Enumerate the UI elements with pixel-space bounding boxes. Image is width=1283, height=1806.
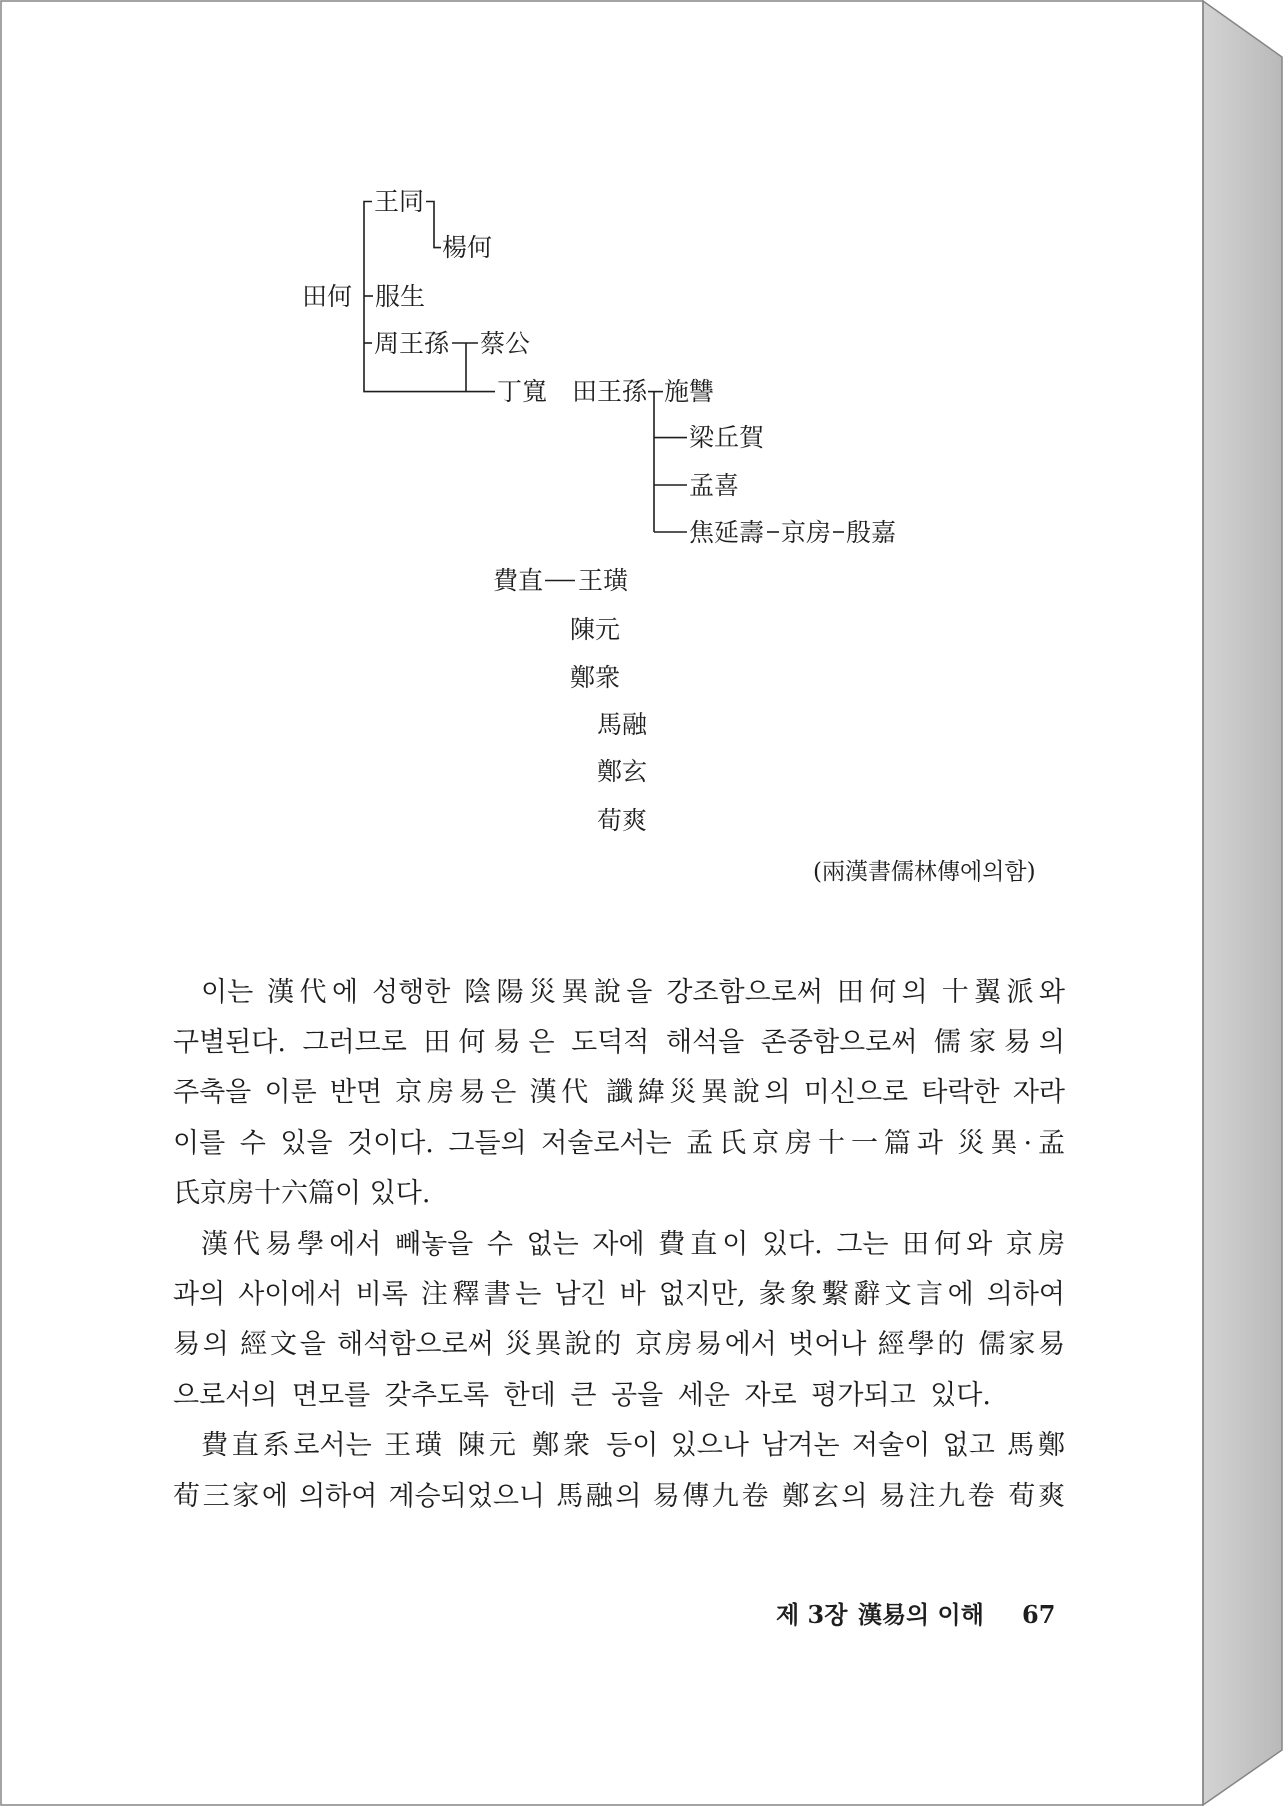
body-line: 과의 사이에서 비록 注釋書는 남긴 바 없지만, 彖象繫辭文言에 의하여	[173, 1278, 1065, 1310]
body-line: 漢代易學에서 빼놓을 수 없는 자에 費直이 있다. 그는 田何와 京房	[201, 1228, 1065, 1260]
body-line: 荀三家에 의하여 계승되었으니 馬融의 易傳九卷 鄭玄의 易注九卷 荀爽	[173, 1480, 1065, 1512]
page-border	[1, 1, 1203, 1805]
node-yin-jia: 殷嘉	[846, 517, 897, 547]
node-tian-he: 田何	[302, 281, 353, 311]
node-chen-yuan: 陳元	[570, 614, 621, 644]
node-zheng-zhong: 鄭衆	[570, 662, 621, 692]
node-ma-rong: 馬融	[597, 709, 648, 739]
body-line: 費直系로서는 王璜 陳元 鄭衆 등이 있으나 남겨논 저술이 없고 馬鄭	[201, 1430, 1065, 1462]
node-ding-kuan: 丁寬	[497, 377, 548, 406]
node-yang-he: 楊何	[442, 233, 493, 262]
body-text	[173, 968, 1065, 1522]
paragraph	[173, 1220, 1065, 1422]
node-fu-sheng: 服生	[375, 281, 426, 311]
connector-wang-tong-yang-he	[426, 202, 441, 248]
paragraph	[173, 1421, 1065, 1522]
diagram-source-note: (兩漢書儒林傳에의함)	[813, 859, 1036, 885]
body-line: 이는 漢代에 성행한 陰陽災異說을 강조함으로써 田何의 十翼派와	[201, 976, 1065, 1008]
body-line: 이를 수 있을 것이다. 그들의 저술로서는 孟氏京房十一篇과 災異·孟	[173, 1127, 1065, 1159]
node-jiao-yan-shou: 焦延壽	[689, 517, 765, 547]
body-line: 氏京房十六篇이 있다.	[173, 1178, 431, 1210]
node-jing-fang: 京房	[781, 517, 832, 547]
node-tian-wang-sun: 田王孫	[572, 377, 648, 406]
paragraph	[173, 968, 1065, 1220]
body-line: 구별된다. 그러므로 田何易은 도덕적 해석을 존중함으로써 儒家易의	[173, 1026, 1065, 1058]
node-meng-xi: 孟喜	[689, 470, 740, 500]
body-line: 易의 經文을 해석함으로써 災異說的 京房易에서 벗어나 經學的 儒家易	[173, 1329, 1065, 1361]
node-zhou-wang-sun: 周王孫	[374, 328, 450, 358]
node-zheng-xuan: 鄭玄	[597, 757, 648, 786]
page-number: 67	[1022, 1599, 1056, 1629]
node-wang-tong: 王同	[374, 187, 425, 216]
node-fei-zhi: 費直	[493, 566, 544, 595]
body-line: 주축을 이룬 반면 京房易은 漢代 讖緯災異說의 미신으로 타락한 자라	[173, 1077, 1065, 1109]
chapter-title: 漢易의 이해	[858, 1599, 984, 1629]
node-wang-huang: 王璜	[578, 566, 629, 595]
body-line: 으로서의 면모를 갖추도록 한데 큰 공을 세운 자로 평가되고 있다.	[173, 1379, 991, 1411]
chapter-label: 제 3장	[776, 1599, 848, 1629]
node-xun-shuang: 荀爽	[597, 805, 648, 835]
page-stack-edge	[1203, 1, 1282, 1805]
node-cai-gong: 蔡公	[480, 328, 531, 358]
node-liangqiu-he: 梁丘賀	[689, 423, 765, 452]
node-shi-chou: 施讐	[664, 377, 715, 406]
